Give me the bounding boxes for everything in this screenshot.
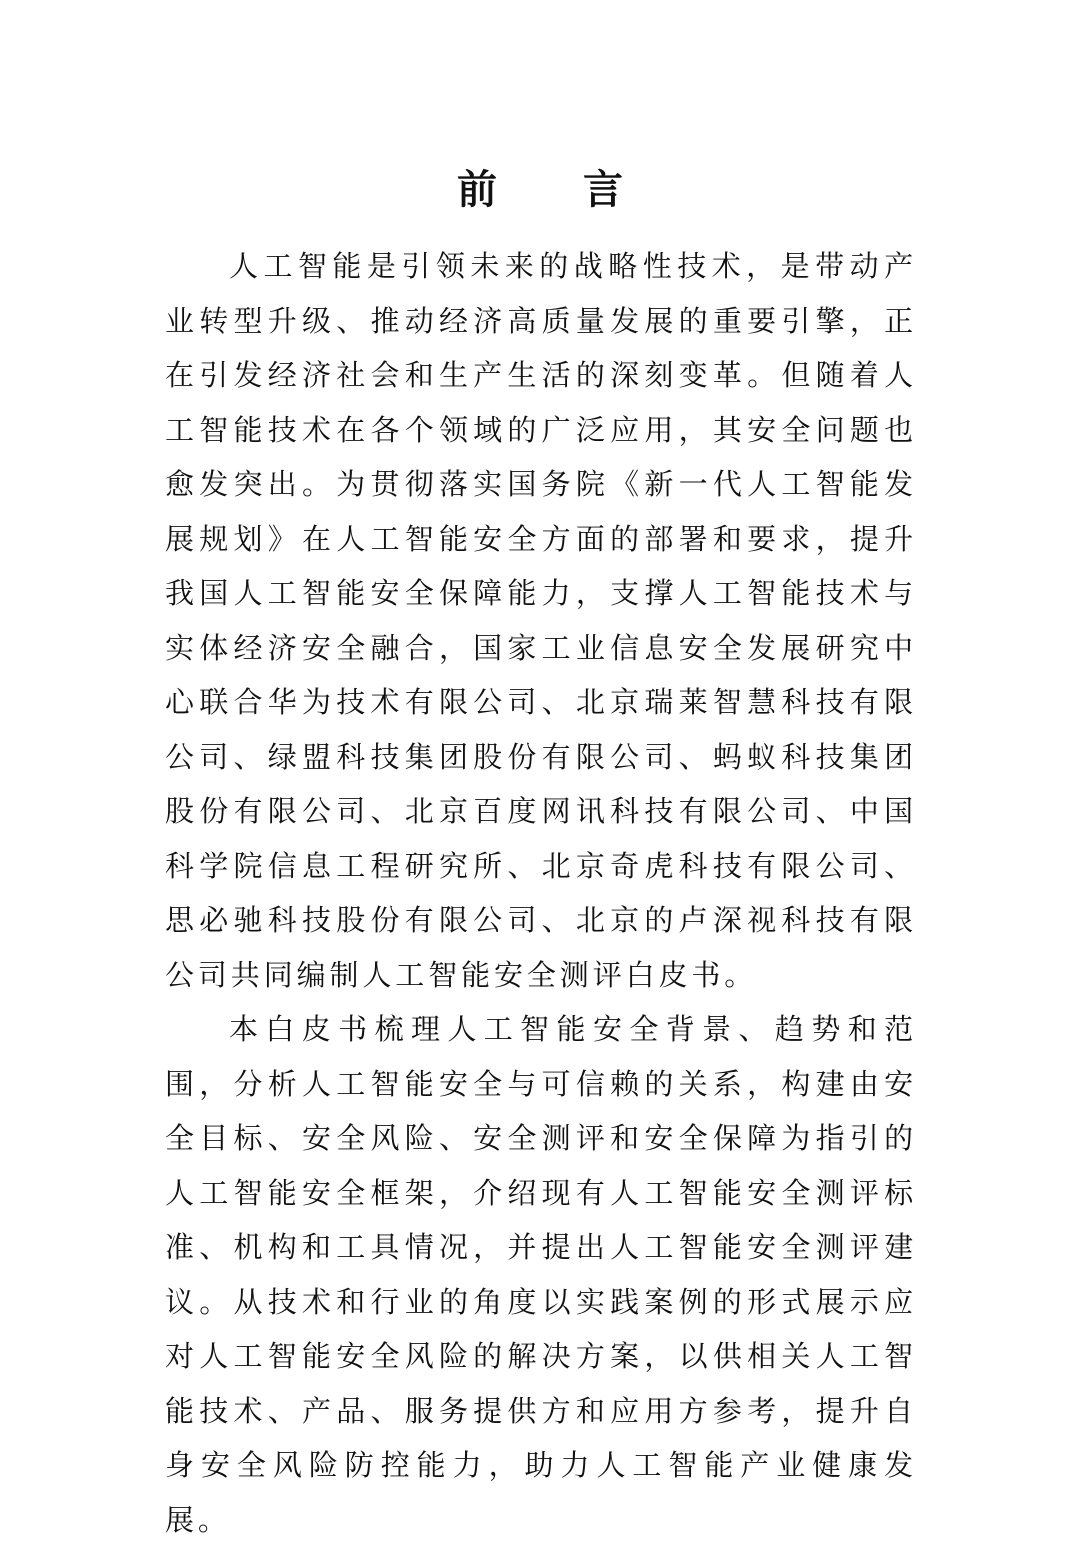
document-body <box>165 239 917 1547</box>
paragraph-2: 本白皮书梳理人工智能安全背景、趋势和范围，分析人工智能安全与可信赖的关系，构建由安全目标、安全风险、安全测评和安全保障为指引的人工智能安全框架，介绍现有人工智能安全测评标准、机构和工具情况，并提出人工智能安全测评建议。从技术和行业的角度以实践案例的形式展示应对人工智能安全风险的解决方案，以供相关人工智能技术、产品、服务提供方和应用方参考，提升自身安全风险防控能力，助力人工智能产业健康发展。 <box>165 1012 917 1537</box>
paragraph-1: 人工智能是引领未来的战略性技术，是带动产业转型升级、推动经济高质量发展的重要引擎，正在引发经济社会和生产生活的深刻变革。但随着人工智能技术在各个领域的广泛应用，其安全问题也愈发突出。为贯彻落实国务院《新一代人工智能发展规划》在人工智能安全方面的部署和要求，提升我国人工智能安全保障能力，支撑人工智能技术与实体经济安全融合，国家工业信息安全发展研究中心联合华为技术有限公司、北京瑞莱智慧科技有限公司、绿盟科技集团股份有限公司、蚂蚁科技集团股份有限公司、北京百度网讯科技有限公司、中国科学院信息工程研究所、北京奇虎科技有限公司、思必驰科技股份有限公司、北京的卢深视科技有限公司共同编制人工智能安全测评白皮书。 <box>165 249 917 992</box>
page-title: 前 言 <box>457 167 659 213</box>
